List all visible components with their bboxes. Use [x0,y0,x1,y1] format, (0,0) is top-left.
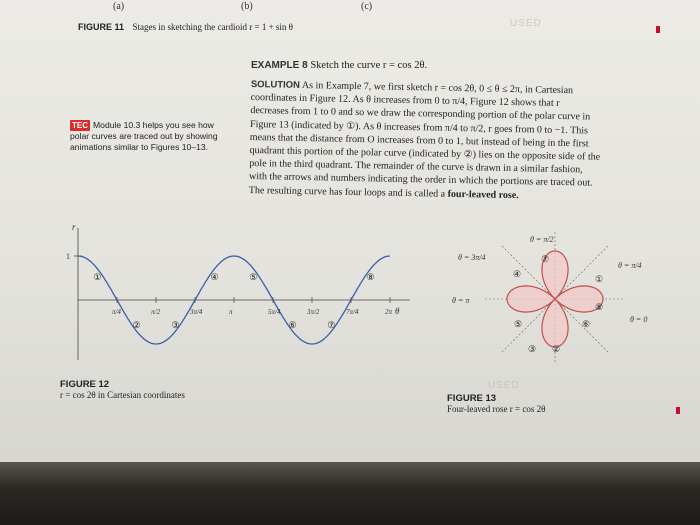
axis-label-r: r [72,222,76,232]
loop-number: ③ [528,344,537,354]
tick-label-one: 1 [66,252,70,261]
example8-text: Sketch the curve r = cos 2θ. [310,60,428,71]
figure12-caption [60,379,185,400]
angle-label-0: θ = 0 [630,315,648,324]
loop-number: ④ [513,269,522,279]
sublabel-a: (a) [113,1,125,12]
angle-label-pi4: θ = π/4 [618,261,642,270]
region-number: ⑧ [366,271,375,282]
sublabel-b: (b) [241,1,253,12]
sublabel-c: (c) [361,1,373,12]
solution-line-4: Figure 13 (indicated by ①). As θ increases from π/4 to π/2, r goes from 0 to −1. This [250,118,589,137]
loop-number: ⑧ [595,302,604,312]
tec-sidebar [70,120,235,153]
solution-text-9: The resulting curve has four loops and is called a [248,184,446,200]
loop-number: ⑦ [541,254,550,264]
example8 [251,60,427,71]
tec-sidebar-text: Module 10.3 helps you see how polar curves are traced out by showing animations similar to Figures 10–13. [70,120,218,152]
x-tick-label: 7π/4 [346,308,359,316]
figure13-label: FIGURE 13 [447,393,497,404]
solution-heading: SOLUTION [250,78,301,91]
x-tick-label: π [229,308,233,316]
red-marker-bottom [676,407,680,414]
solution-line-6: quadrant this portion of the polar curve (indicated by ②) lies on the opposite side of the [249,145,601,163]
figure13-rose [440,222,670,372]
figure12-label: FIGURE 12 [60,379,110,390]
x-tick-label: 3π/2 [306,308,320,316]
figure12-graph [60,220,420,370]
region-number: ⑦ [327,320,336,331]
watermark-bottom: USED [488,380,520,391]
figure11-caption-text: Stages in sketching the cardioid r = 1 + sin θ [132,22,293,32]
x-tick-label: π/4 [111,308,121,316]
example8-heading: EXAMPLE 8 [251,60,308,71]
tec-badge: TEC [72,121,88,130]
four-leaved-rose-term: four-leaved rose. [447,188,519,201]
region-number: ④ [210,271,219,282]
region-number: ⑤ [249,271,258,282]
region-number: ① [93,271,102,282]
region-number: ② [132,320,141,331]
solution-line-3: decreases from 1 to 0 and so we draw the corresponding portion of the polar curve in [250,105,591,123]
solution-paragraph [249,78,651,204]
loop-number: ⑤ [514,319,523,329]
rose-curve [507,251,603,347]
red-marker-top [656,26,660,33]
figure13-caption-text: Four-leaved rose r = cos 2θ [447,404,546,414]
x-tick-label: π/2 [151,308,160,316]
angle-label-pi2: θ = π/2 [530,235,554,244]
desk-shadow [0,462,700,525]
x-tick-label: 2π [385,308,393,316]
solution-line-8: with the arrows and numbers indicating the order in which the portions are traced out. [248,171,593,189]
watermark-top: USED [510,18,542,29]
angle-label-pi: θ = π [452,296,470,305]
figure11-label: FIGURE 11 [78,22,125,32]
axis-label-theta: θ [395,306,400,316]
angle-label-3pi4: θ = 3π/4 [458,253,486,262]
solution-line-7: pole in the third quadrant. The remainder of the curve is drawn in a similar fashion, [249,158,583,176]
loop-number: ② [552,344,561,354]
region-number: ③ [171,320,180,331]
loop-number: ① [595,274,604,284]
figure13-caption [447,393,545,414]
region-number: ⑥ [288,320,297,331]
figure12-caption-text: r = cos 2θ in Cartesian coordinates [60,390,185,400]
solution-line-2: coordinates in Figure 12. As θ increases from 0 to π/4, Figure 12 shows that r [250,92,560,110]
x-tick-label: 3π/4 [189,308,203,316]
x-tick-label: 5π/4 [268,308,281,316]
figure11-caption [78,22,293,32]
solution-line-5: means that the distance from O increases from 0 to 1, but instead of being in the first [249,131,589,150]
solution-text-1: As in Example 7, we first sketch r = cos 2θ, 0 ≤ θ ≤ 2π, in Cartesian [301,79,574,97]
loop-number: ⑥ [582,319,591,329]
